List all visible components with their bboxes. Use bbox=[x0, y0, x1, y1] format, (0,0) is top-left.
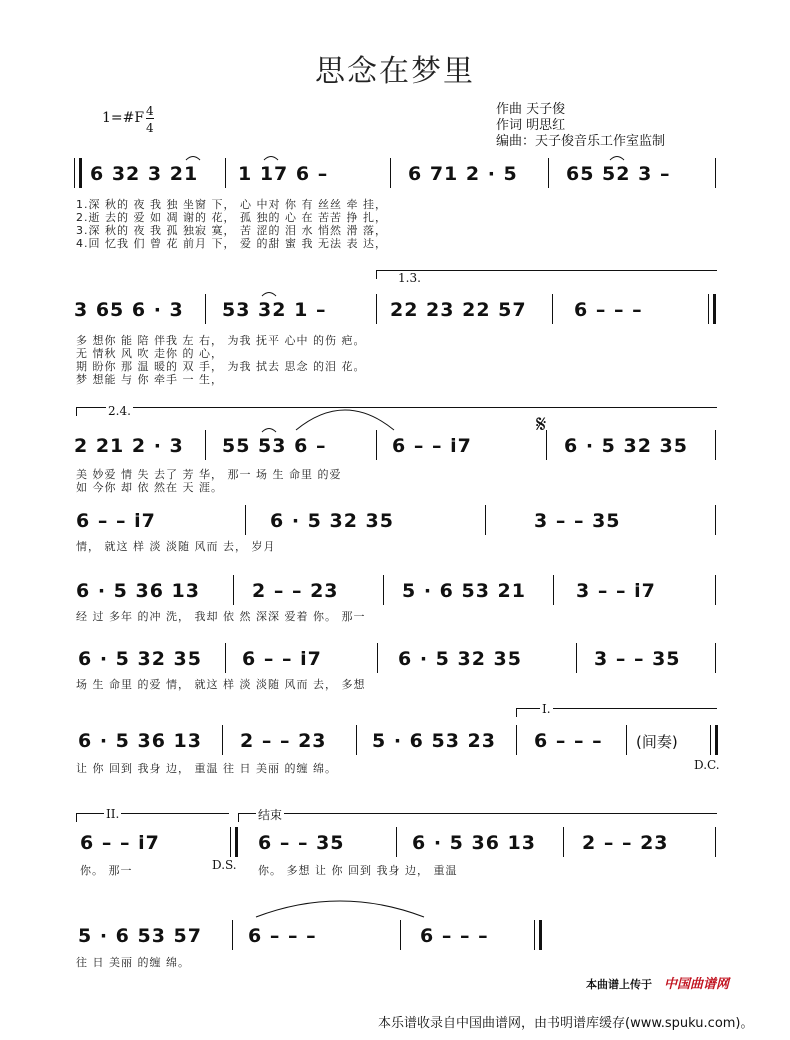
lyric-verse: 3.深 秋的 夜 我 孤 独寂 寞， 苦 涩的 泪 水 悄然 滑 落， bbox=[76, 224, 387, 237]
composer-credit: 作曲 天子俊 bbox=[496, 102, 566, 117]
lyric-verse: 如 今你 却 依 然在 天 涯。 bbox=[76, 481, 223, 494]
lyric-verse: 无 情秋 风 吹 走你 的 心， bbox=[76, 347, 223, 360]
tie bbox=[296, 410, 394, 430]
measure-notes: 2 21 2 · 3 bbox=[74, 435, 184, 457]
lyric-verse: 1.深 秋的 夜 我 独 坐窗 下， 心 中对 你 有 丝丝 牵 挂， bbox=[76, 198, 387, 211]
measure-notes: 3 65 6 · 3 bbox=[74, 299, 184, 321]
time-top: 4 bbox=[146, 104, 154, 118]
measure-notes: 6 – – – bbox=[248, 925, 317, 947]
lyric-line: 往 日 美丽 的缠 绵。 bbox=[76, 956, 190, 969]
measure-notes: 2 – – 23 bbox=[240, 730, 327, 752]
slur bbox=[186, 157, 200, 161]
source-note: 本乐谱收录自中国曲谱网，由书明谱库缓存(www.spuku.com)。 bbox=[378, 1016, 754, 1031]
measure-notes: 6 · 5 32 35 bbox=[398, 648, 522, 670]
volta-roman-1-label: I. bbox=[542, 702, 551, 716]
measure-notes: 6 – – i7 bbox=[80, 832, 160, 854]
lyric-line: 你。 那一 bbox=[80, 864, 133, 877]
measure-notes: 3 – – 35 bbox=[534, 510, 621, 532]
dc-mark: D.C. bbox=[694, 758, 720, 772]
site-logo: 中国曲谱网 bbox=[664, 977, 730, 992]
measure-notes: 6 · 5 36 13 bbox=[412, 832, 536, 854]
measure-notes: 65 52 3 – bbox=[566, 163, 671, 185]
lyric-verse: 美 妙爱 情 失 去了 芳 华， 那一 场 生 命里 的爱 bbox=[76, 468, 342, 481]
ending-label: 结束 bbox=[258, 808, 283, 822]
lyric-verse: 期 盼你 那 温 暖的 双 手， 为我 拭去 思念 的泪 花。 bbox=[76, 360, 366, 373]
measure-notes: 5 · 6 53 23 bbox=[372, 730, 496, 752]
measure-notes: 6 · 5 32 35 bbox=[78, 648, 202, 670]
lyric-line: 你。 多想 让 你 回到 我身 边， 重温 bbox=[258, 864, 458, 877]
measure-notes: 6 – – i7 bbox=[392, 435, 472, 457]
measure-notes: 6 · 5 36 13 bbox=[76, 580, 200, 602]
measure-notes: 1 17 6 – bbox=[238, 163, 329, 185]
measure-notes: 6 · 5 32 35 bbox=[564, 435, 688, 457]
measure-notes: 6 71 2 · 5 bbox=[408, 163, 518, 185]
lyric-verse: 多 想你 能 陪 伴我 左 右， 为我 抚平 心中 的伤 疤。 bbox=[76, 334, 366, 347]
segno-sign: 𝄋 bbox=[536, 410, 547, 438]
measure-notes: 2 – – 23 bbox=[582, 832, 669, 854]
measure-notes: 6 32 3 21 bbox=[90, 163, 199, 185]
measure-notes: 5 · 6 53 21 bbox=[402, 580, 526, 602]
slur bbox=[262, 429, 276, 433]
lyric-line: 经 过 多年 的冲 洗， 我却 依 然 深深 爱着 你。 那一 bbox=[76, 610, 366, 623]
page-title: 思念在梦里 bbox=[315, 54, 475, 89]
volta-2-label: 2.4. bbox=[108, 404, 131, 418]
time-bottom: 4 bbox=[146, 121, 154, 135]
slur bbox=[610, 157, 624, 161]
lyric-line: 让 你 回到 我身 边， 重温 往 日 美丽 的缠 绵。 bbox=[76, 762, 337, 775]
lyric-verse: 梦 想能 与 你 牵手 一 生， bbox=[76, 373, 223, 386]
measure-notes: 6 – – – bbox=[534, 730, 603, 752]
upload-note: 本曲谱上传于 bbox=[586, 978, 652, 991]
measure-notes: 22 23 22 57 bbox=[390, 299, 527, 321]
measure-notes: 6 – – – bbox=[420, 925, 489, 947]
measure-notes: 2 – – 23 bbox=[252, 580, 339, 602]
lyric-line: 情， 就这 样 淡 淡随 风而 去， 岁月 bbox=[76, 540, 276, 553]
measure-notes: 3 – – 35 bbox=[594, 648, 681, 670]
interlude-label: (间奏) bbox=[636, 733, 678, 751]
measure-notes: 3 – – i7 bbox=[576, 580, 656, 602]
measure-notes: 6 · 5 36 13 bbox=[78, 730, 202, 752]
lyric-verse: 4.回 忆我 们 曾 花 前月 下， 爱 的甜 蜜 我 无法 表 达， bbox=[76, 237, 387, 250]
measure-notes: 6 · 5 32 35 bbox=[270, 510, 394, 532]
measure-notes: 53 32 1 – bbox=[222, 299, 327, 321]
lyric-line: 场 生 命里 的爱 情， 就这 样 淡 淡随 风而 去， 多想 bbox=[76, 678, 366, 691]
lyricist-credit: 作词 明思红 bbox=[496, 118, 566, 133]
measure-notes: 5 · 6 53 57 bbox=[78, 925, 202, 947]
arranger-credit: 编曲：天子俊音乐工作室监制 bbox=[496, 134, 666, 149]
ds-mark: D.S. bbox=[212, 858, 237, 872]
tie bbox=[256, 901, 424, 917]
volta-roman-2-label: II. bbox=[106, 807, 120, 821]
measure-notes: 55 53 6 – bbox=[222, 435, 327, 457]
lyric-verse: 2.逝 去的 爱 如 凋 谢的 花， 孤 独的 心 在 苦苦 挣 扎， bbox=[76, 211, 387, 224]
measure-notes: 6 – – – bbox=[574, 299, 643, 321]
key-signature: 1=#F bbox=[102, 110, 145, 126]
measure-notes: 6 – – i7 bbox=[76, 510, 156, 532]
measure-notes: 6 – – i7 bbox=[242, 648, 322, 670]
measure-notes: 6 – – 35 bbox=[258, 832, 345, 854]
slur bbox=[262, 293, 276, 297]
slur bbox=[264, 157, 278, 161]
volta-1-label: 1.3. bbox=[398, 271, 421, 285]
